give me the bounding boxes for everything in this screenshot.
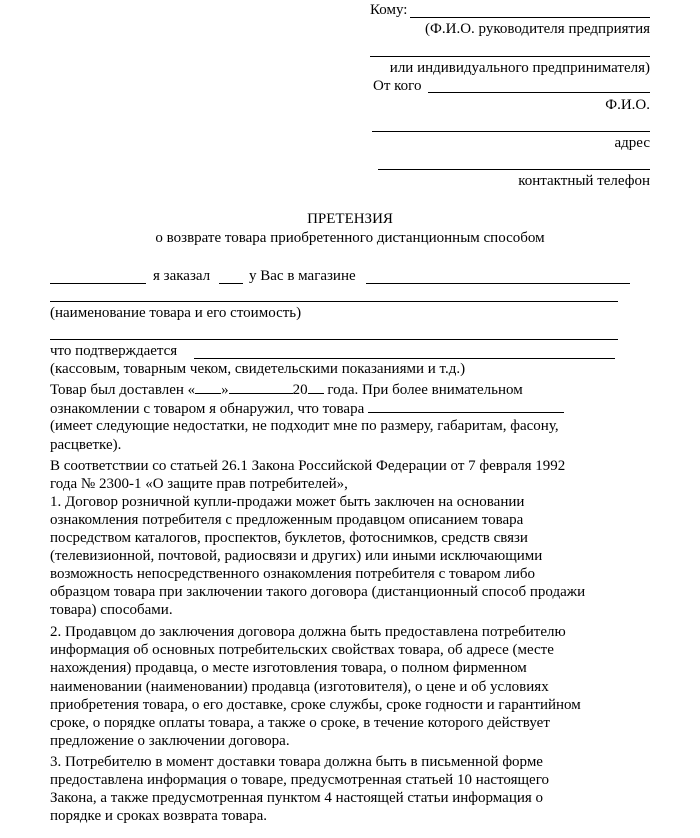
body-line: нахождения) продавца, о месте изготовления товара, о полном фирменном bbox=[50, 660, 527, 676]
body-line: сроке, о порядке оплаты товара, а также о сроке, в течение которого действует bbox=[50, 715, 550, 731]
order-date-blank bbox=[219, 283, 243, 284]
delivered-line bbox=[50, 380, 523, 399]
body-line: (телевизионной, почтовой, радиосвязи и других) или иными исключающими bbox=[50, 548, 543, 564]
goods-hint: (наименование товара и его стоимость) bbox=[50, 305, 302, 321]
confirmed-label: что подтверждается bbox=[50, 343, 178, 359]
delivered-day-blank bbox=[195, 380, 221, 394]
ordered-text-1: я заказал bbox=[153, 268, 211, 284]
delivered-text-4: года. При более внимательном bbox=[323, 382, 523, 398]
address-blank-line bbox=[372, 131, 650, 132]
inspection-text: ознакомлении с товаром я обнаружил, что товара bbox=[50, 401, 365, 417]
body-line: Закона, а также предусмотренная пунктом 4 настоящей статьи информация о bbox=[50, 790, 544, 806]
page-subtitle: о возврате товара приобретенного дистанционным способом bbox=[155, 230, 545, 246]
ordered-text-2: у Вас в магазине bbox=[249, 268, 356, 284]
from-hint: Ф.И.О. bbox=[605, 97, 650, 113]
to-hint-2: или индивидуального предпринимателя) bbox=[389, 60, 650, 76]
body-line: возможность непосредственного ознакомления потребителя с товаром либо bbox=[50, 566, 535, 582]
body-line: года № 2300-1 «О защите прав потребителей», bbox=[50, 476, 348, 492]
inspection-line bbox=[50, 399, 564, 418]
body-line: приобретения товара, о его доставке, сроке службы, сроке годности и гарантийном bbox=[50, 697, 581, 713]
confirmed-hint: (кассовым, товарным чеком, свидетельскими показаниями и т.д.) bbox=[50, 361, 466, 377]
from-label: От кого bbox=[373, 78, 422, 94]
body-line: предложение о заключении договора. bbox=[50, 733, 290, 749]
body-line: 3. Потребителю в момент доставки товара должна быть в письменной форме bbox=[50, 754, 543, 770]
to-line bbox=[370, 2, 407, 19]
defect-hint-1: (имеет следующие недостатки, не подходит мне по размеру, габаритам, фасону, bbox=[50, 418, 559, 434]
to-blank-line bbox=[410, 17, 650, 18]
address-hint: адрес bbox=[614, 135, 650, 151]
to-blank-line-2 bbox=[370, 56, 650, 57]
delivered-text-2: » bbox=[221, 382, 229, 398]
delivered-text-1: Товар был доставлен « bbox=[50, 382, 196, 398]
body-line: информация об основных потребительских свойствах товара, об адресе (месте bbox=[50, 642, 554, 658]
date-blank bbox=[50, 283, 146, 284]
body-line: ознакомления потребителя с предложенным продавцом описанием товара bbox=[50, 512, 524, 528]
shop-blank bbox=[366, 283, 630, 284]
goods-blank-line bbox=[50, 301, 618, 302]
confirmed-blank bbox=[194, 358, 615, 359]
body-line: 1. Договор розничной купли-продажи может быть заключен на основании bbox=[50, 494, 525, 510]
phone-blank-line bbox=[378, 169, 650, 170]
body-line: посредством каталогов, проспектов, буклетов, фотоснимков, средств связи bbox=[50, 530, 528, 546]
body-line: предоставлена информация о товаре, предусмотренная статьей 10 настоящего bbox=[50, 772, 549, 788]
phone-hint: контактный телефон bbox=[518, 173, 650, 189]
defect-blank bbox=[368, 399, 564, 413]
body-line: товара) способами. bbox=[50, 602, 173, 618]
goods-blank-line-2 bbox=[50, 339, 618, 340]
delivered-text-3: 20 bbox=[292, 382, 308, 398]
from-blank-line bbox=[428, 92, 650, 93]
body-line: порядке и сроках возврата товара. bbox=[50, 808, 267, 824]
to-label: Кому: bbox=[370, 2, 408, 18]
page-title: ПРЕТЕНЗИЯ bbox=[307, 211, 393, 227]
body-line: В соответствии со статьей 26.1 Закона Российской Федерации от 7 февраля 1992 bbox=[50, 458, 566, 474]
body-line: образцом товара при заключении такого договора (дистанционный способ продажи bbox=[50, 584, 586, 600]
body-line: 2. Продавцом до заключения договора должна быть предоставлена потребителю bbox=[50, 624, 566, 640]
defect-hint-2: расцветке). bbox=[50, 437, 122, 453]
delivered-month-blank bbox=[229, 380, 293, 394]
to-hint-1: (Ф.И.О. руководителя предприятия bbox=[425, 21, 650, 37]
body-line: наименовании (наименовании) продавца (изготовителя), о цене и об условиях bbox=[50, 679, 549, 695]
delivered-year-blank bbox=[308, 380, 324, 394]
